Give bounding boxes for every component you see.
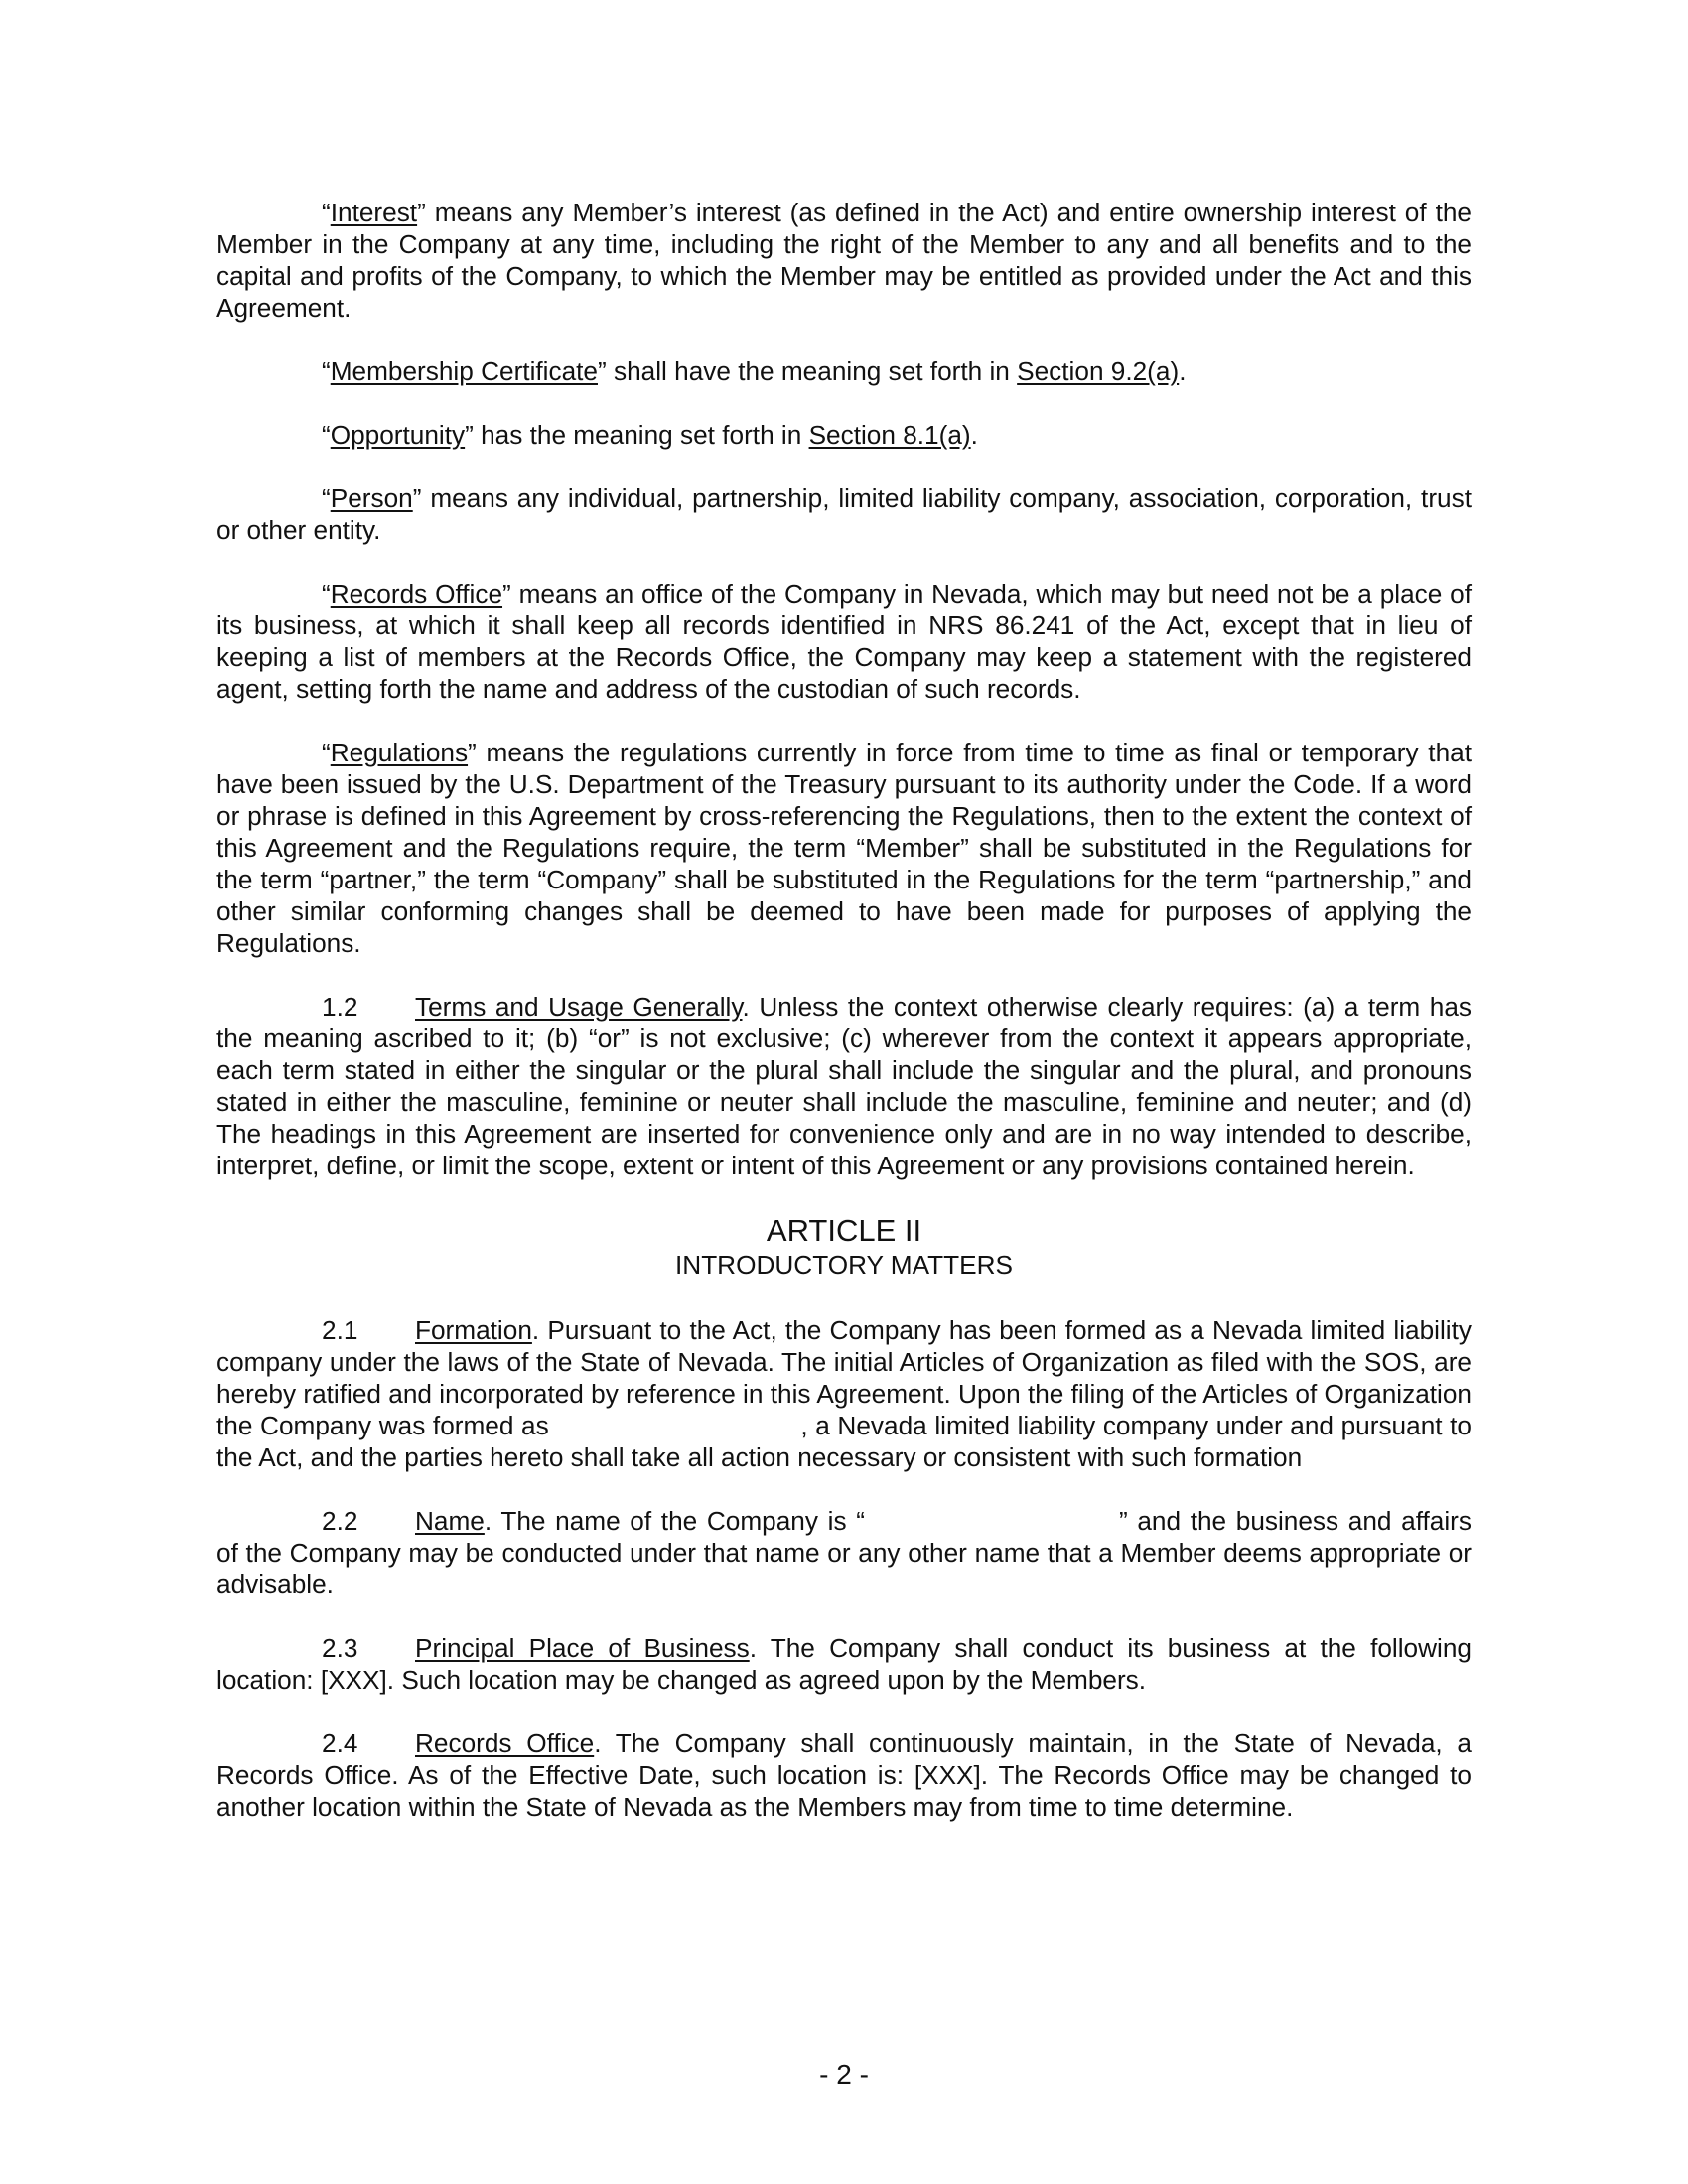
section-number: 2.1 [322, 1315, 358, 1345]
definition-opportunity: “Opportunity” has the meaning set forth in Section 8.1(a). [322, 420, 978, 450]
section-heading: Terms and Usage Generally [415, 992, 743, 1022]
section-number: 2.3 [322, 1633, 358, 1663]
defined-term: Opportunity [330, 420, 466, 450]
section-1-2 [216, 991, 1472, 1181]
section-heading: Records Office [415, 1728, 595, 1758]
section-heading: Name [415, 1506, 485, 1536]
section-heading: Principal Place of Business [415, 1633, 750, 1663]
section-text: , a Nevada limited liability company under and pursuant to the Act, and the parties hereto shall take all action necessary or consistent with such formation [216, 1411, 1472, 1472]
defined-term: Regulations [330, 738, 469, 767]
section-text: . The Company shall continuously maintain, in the State of Nevada, a Records Office. As of the Effective Date, such location is: [XXX]. The Records Office may be changed to another location within the State of Nevada as the Members may from time to time determine. [216, 1728, 1472, 1822]
section-text: . Unless the context otherwise clearly requires: (a) a term has the meaning ascribed to it; (b) “or” is not exclusive; (c) wherever from the context it appears appropriate, each term stated in either the singular or the plural shall include the singular and the plural, and pronouns stated in either the masculine, feminine or neuter shall include the masculine, feminine and neuter; and (d) The headings in this Agreement are inserted for convenience only and are in no way intended to describe, interpret, define, or limit the scope, extent or intent of this Agreement or any provisions contained herein. [216, 992, 1473, 1180]
definition-regulations: “Regulations” means the regulations currently in force from time to time as final or temporary that have been issued by the U.S. Department of the Treasury pursuant to its authority under the Code. If a word or phrase is defined in this Agreement by cross-referencing the Regulations, then to the extent the context of this Agreement and the Regulations require, the term “Member” shall be substituted in the Regulations for the term “partner,” the term “Company” shall be substituted in the Regulations for the term “partnership,” and other similar conforming changes shall be deemed to have been made for purposes of applying the Regulations. [216, 738, 1472, 958]
section-text: . Pursuant to the Act, the Company has been formed as a Nevada limited liability company under the laws of the State of Nevada. The initial Articles of Organization as filed with the SOS, are hereby ratified and incorporated by reference in this Agreement. Upon the filing of the Articles of Organization the Company was formed as [216, 1315, 1472, 1440]
definition-text: means any Member’s interest (as defined in the Act) and entire ownership interest of the Member in the Company at any time, including the right of the Member to any and all benefits and to the capital and profits of the Company, to which the Member may be entitled as provided under the Act and this Agreement. [216, 198, 1472, 323]
definition-person: “Person” means any individual, partnership, limited liability company, association, corporation, trust or other entity. [216, 483, 1472, 545]
section-2-3 [216, 1632, 1472, 1696]
definition-text: means an office of the Company in Nevada, which may but need not be a place of its business, at which it shall keep all records identified in NRS 86.241 of the Act, except that in lieu of keeping a list of members at the Records Office, the Company may keep a statement with the registered agent, setting forth the name and address of the custodian of such records. [216, 579, 1472, 704]
document-page [216, 197, 1472, 1854]
section-heading: Formation [415, 1315, 532, 1345]
article-heading [216, 1213, 1472, 1281]
definition-text: means the regulations currently in force from time to time as final or temporary that have been issued by the U.S. Department of the Treasury pursuant to its authority under the Code. If a word or phrase is defined in this Agreement by cross-referencing the Regulations, then to the extent the context of this Agreement and the Regulations require, the term “Member” shall be substituted in the Regulations for the term “partner,” the term “Company” shall be substituted in the Regulations for the term “partnership,” and other similar conforming changes shall be deemed to have been made for purposes of applying the Regulations. [216, 738, 1472, 958]
section-text: . The name of the Company is “ [484, 1506, 865, 1536]
article-title: ARTICLE II [766, 1213, 922, 1248]
definition-records-office: “Records Office” means an office of the Company in Nevada, which may but need not be a place of its business, at which it shall keep all records identified in NRS 86.241 of the Act, except that in lieu of keeping a list of members at the Records Office, the Company may keep a statement with the registered agent, setting forth the name and address of the custodian of such records. [216, 579, 1472, 704]
article-subtitle: INTRODUCTORY MATTERS [675, 1250, 1013, 1280]
section-reference-link[interactable]: Section 8.1(a) [808, 420, 971, 450]
section-number: 2.2 [322, 1506, 358, 1536]
section-text: . The Company shall conduct its business at the following location: [XXX]. Such location may be changed as agreed upon by the Members. [216, 1633, 1472, 1695]
definition-interest: “Interest” means any Member’s interest (as defined in the Act) and entire ownership interest of the Member in the Company at any time, including the right of the Member to any and all benefits and to the capital and profits of the Company, to which the Member may be entitled as provided under the Act and this Agreement. [216, 198, 1472, 323]
page-number: - 2 - [819, 2059, 869, 2090]
definition-text: means any individual, partnership, limited liability company, association, corporation, trust or other entity. [216, 483, 1472, 545]
defined-term: Interest [330, 198, 418, 227]
section-2-1 [216, 1314, 1472, 1473]
definition-membership-certificate: “Membership Certificate” shall have the meaning set forth in Section 9.2(a). [322, 356, 1187, 386]
defined-term: Records Office [330, 579, 503, 609]
defined-term: Person [330, 483, 413, 513]
section-number: 2.4 [322, 1728, 358, 1758]
definition-text: shall have the meaning set forth in [606, 356, 1018, 386]
definition-text: has the meaning set forth in [473, 420, 809, 450]
section-2-2 [216, 1505, 1472, 1600]
section-number: 1.2 [322, 992, 358, 1022]
section-2-4 [216, 1727, 1472, 1823]
defined-term: Membership Certificate [330, 356, 598, 386]
section-text: ” and the business and affairs of the Company may be conducted under that name or any other name that a Member deems appropriate or advisable. [216, 1506, 1472, 1599]
section-reference-link[interactable]: Section 9.2(a) [1017, 356, 1180, 386]
